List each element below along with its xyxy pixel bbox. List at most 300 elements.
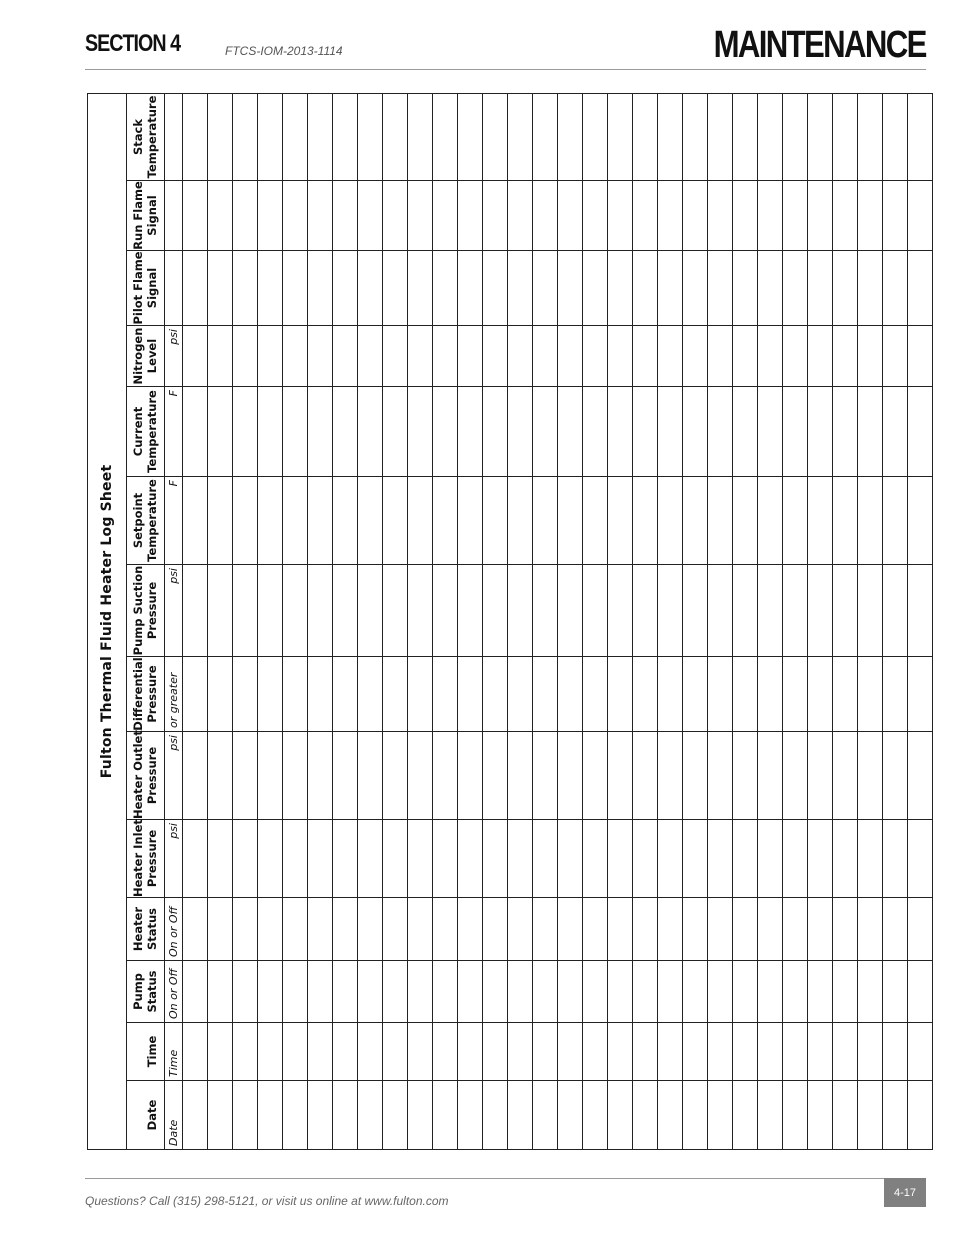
- log-entry-cell[interactable]: [908, 181, 933, 251]
- log-entry-cell[interactable]: [508, 898, 533, 961]
- log-entry-cell[interactable]: [308, 93, 333, 180]
- log-entry-cell[interactable]: [608, 565, 633, 657]
- log-entry-cell[interactable]: [533, 898, 558, 961]
- log-entry-cell[interactable]: [333, 251, 358, 326]
- log-entry-cell[interactable]: [508, 93, 533, 180]
- log-entry-cell[interactable]: [633, 181, 658, 251]
- log-entry-cell[interactable]: [283, 1023, 308, 1081]
- log-entry-cell[interactable]: [358, 565, 383, 657]
- log-entry-cell[interactable]: [533, 820, 558, 898]
- log-entry-cell[interactable]: [308, 732, 333, 820]
- log-entry-cell[interactable]: [258, 732, 283, 820]
- log-entry-cell[interactable]: [208, 477, 233, 565]
- log-entry-cell[interactable]: [208, 820, 233, 898]
- log-entry-cell[interactable]: [458, 251, 483, 326]
- log-entry-cell[interactable]: [633, 251, 658, 326]
- log-entry-cell[interactable]: [883, 657, 908, 732]
- log-entry-cell[interactable]: [633, 93, 658, 180]
- log-entry-cell[interactable]: [633, 387, 658, 477]
- log-entry-cell[interactable]: [208, 898, 233, 961]
- log-entry-cell[interactable]: [708, 961, 733, 1023]
- log-entry-cell[interactable]: [483, 1081, 508, 1150]
- log-entry-cell[interactable]: [808, 181, 833, 251]
- log-entry-cell[interactable]: [358, 1023, 383, 1081]
- log-entry-cell[interactable]: [283, 961, 308, 1023]
- log-entry-cell[interactable]: [508, 565, 533, 657]
- log-entry-cell[interactable]: [658, 326, 683, 387]
- log-entry-cell[interactable]: [908, 961, 933, 1023]
- log-entry-cell[interactable]: [383, 326, 408, 387]
- log-entry-cell[interactable]: [783, 565, 808, 657]
- log-entry-cell[interactable]: [733, 387, 758, 477]
- log-entry-cell[interactable]: [508, 732, 533, 820]
- log-entry-cell[interactable]: [258, 1023, 283, 1081]
- log-entry-cell[interactable]: [808, 93, 833, 180]
- log-entry-cell[interactable]: [508, 251, 533, 326]
- log-entry-cell[interactable]: [733, 961, 758, 1023]
- log-entry-cell[interactable]: [583, 1023, 608, 1081]
- log-entry-cell[interactable]: [558, 898, 583, 961]
- log-entry-cell[interactable]: [758, 477, 783, 565]
- log-entry-cell[interactable]: [208, 181, 233, 251]
- log-entry-cell[interactable]: [458, 1023, 483, 1081]
- log-entry-cell[interactable]: [533, 1023, 558, 1081]
- log-entry-cell[interactable]: [608, 657, 633, 732]
- log-entry-cell[interactable]: [483, 251, 508, 326]
- log-entry-cell[interactable]: [608, 1023, 633, 1081]
- log-entry-cell[interactable]: [383, 1023, 408, 1081]
- log-entry-cell[interactable]: [458, 657, 483, 732]
- log-entry-cell[interactable]: [258, 565, 283, 657]
- log-entry-cell[interactable]: [208, 732, 233, 820]
- log-entry-cell[interactable]: [908, 898, 933, 961]
- log-entry-cell[interactable]: [458, 326, 483, 387]
- log-entry-cell[interactable]: [658, 1023, 683, 1081]
- log-entry-cell[interactable]: [858, 732, 883, 820]
- log-entry-cell[interactable]: [308, 565, 333, 657]
- log-entry-cell[interactable]: [833, 251, 858, 326]
- log-entry-cell[interactable]: [308, 326, 333, 387]
- log-entry-cell[interactable]: [208, 326, 233, 387]
- log-entry-cell[interactable]: [833, 820, 858, 898]
- log-entry-cell[interactable]: [608, 732, 633, 820]
- log-entry-cell[interactable]: [308, 1023, 333, 1081]
- log-entry-cell[interactable]: [783, 387, 808, 477]
- log-entry-cell[interactable]: [558, 820, 583, 898]
- log-entry-cell[interactable]: [283, 326, 308, 387]
- log-entry-cell[interactable]: [233, 657, 258, 732]
- log-entry-cell[interactable]: [358, 732, 383, 820]
- log-entry-cell[interactable]: [308, 387, 333, 477]
- log-entry-cell[interactable]: [258, 898, 283, 961]
- log-entry-cell[interactable]: [858, 961, 883, 1023]
- log-entry-cell[interactable]: [383, 387, 408, 477]
- log-entry-cell[interactable]: [233, 181, 258, 251]
- log-entry-cell[interactable]: [758, 93, 783, 180]
- log-entry-cell[interactable]: [458, 898, 483, 961]
- log-entry-cell[interactable]: [383, 820, 408, 898]
- log-entry-cell[interactable]: [583, 326, 608, 387]
- log-entry-cell[interactable]: [808, 477, 833, 565]
- log-entry-cell[interactable]: [808, 961, 833, 1023]
- log-entry-cell[interactable]: [558, 181, 583, 251]
- log-entry-cell[interactable]: [833, 93, 858, 180]
- log-entry-cell[interactable]: [783, 326, 808, 387]
- log-entry-cell[interactable]: [583, 657, 608, 732]
- log-entry-cell[interactable]: [383, 1081, 408, 1150]
- log-entry-cell[interactable]: [258, 477, 283, 565]
- log-entry-cell[interactable]: [258, 181, 283, 251]
- log-entry-cell[interactable]: [408, 387, 433, 477]
- log-entry-cell[interactable]: [583, 181, 608, 251]
- log-entry-cell[interactable]: [458, 1081, 483, 1150]
- log-entry-cell[interactable]: [833, 657, 858, 732]
- log-entry-cell[interactable]: [208, 657, 233, 732]
- log-entry-cell[interactable]: [308, 820, 333, 898]
- log-entry-cell[interactable]: [758, 820, 783, 898]
- log-entry-cell[interactable]: [258, 1081, 283, 1150]
- log-entry-cell[interactable]: [708, 565, 733, 657]
- log-entry-cell[interactable]: [433, 326, 458, 387]
- log-entry-cell[interactable]: [683, 93, 708, 180]
- log-entry-cell[interactable]: [883, 181, 908, 251]
- log-entry-cell[interactable]: [908, 1023, 933, 1081]
- log-entry-cell[interactable]: [308, 251, 333, 326]
- log-entry-cell[interactable]: [858, 251, 883, 326]
- log-entry-cell[interactable]: [858, 326, 883, 387]
- log-entry-cell[interactable]: [183, 93, 208, 180]
- log-entry-cell[interactable]: [708, 477, 733, 565]
- log-entry-cell[interactable]: [233, 961, 258, 1023]
- log-entry-cell[interactable]: [883, 251, 908, 326]
- log-entry-cell[interactable]: [283, 93, 308, 180]
- log-entry-cell[interactable]: [708, 657, 733, 732]
- log-entry-cell[interactable]: [183, 898, 208, 961]
- log-entry-cell[interactable]: [558, 477, 583, 565]
- log-entry-cell[interactable]: [883, 732, 908, 820]
- log-entry-cell[interactable]: [433, 657, 458, 732]
- log-entry-cell[interactable]: [208, 565, 233, 657]
- log-entry-cell[interactable]: [658, 732, 683, 820]
- log-entry-cell[interactable]: [433, 565, 458, 657]
- log-entry-cell[interactable]: [358, 1081, 383, 1150]
- log-entry-cell[interactable]: [333, 657, 358, 732]
- log-entry-cell[interactable]: [358, 898, 383, 961]
- log-entry-cell[interactable]: [633, 326, 658, 387]
- log-entry-cell[interactable]: [658, 961, 683, 1023]
- log-entry-cell[interactable]: [433, 387, 458, 477]
- log-entry-cell[interactable]: [333, 181, 358, 251]
- log-entry-cell[interactable]: [658, 820, 683, 898]
- log-entry-cell[interactable]: [733, 657, 758, 732]
- log-entry-cell[interactable]: [883, 477, 908, 565]
- log-entry-cell[interactable]: [758, 565, 783, 657]
- log-entry-cell[interactable]: [383, 565, 408, 657]
- log-entry-cell[interactable]: [433, 820, 458, 898]
- log-entry-cell[interactable]: [183, 387, 208, 477]
- log-entry-cell[interactable]: [258, 326, 283, 387]
- log-entry-cell[interactable]: [783, 251, 808, 326]
- log-entry-cell[interactable]: [583, 961, 608, 1023]
- log-entry-cell[interactable]: [633, 732, 658, 820]
- log-entry-cell[interactable]: [558, 732, 583, 820]
- log-entry-cell[interactable]: [283, 251, 308, 326]
- log-entry-cell[interactable]: [683, 326, 708, 387]
- log-entry-cell[interactable]: [208, 251, 233, 326]
- log-entry-cell[interactable]: [883, 387, 908, 477]
- log-entry-cell[interactable]: [858, 1081, 883, 1150]
- log-entry-cell[interactable]: [858, 93, 883, 180]
- log-entry-cell[interactable]: [833, 1023, 858, 1081]
- log-entry-cell[interactable]: [533, 732, 558, 820]
- log-entry-cell[interactable]: [883, 565, 908, 657]
- log-entry-cell[interactable]: [758, 1023, 783, 1081]
- log-entry-cell[interactable]: [458, 93, 483, 180]
- log-entry-cell[interactable]: [733, 732, 758, 820]
- log-entry-cell[interactable]: [733, 93, 758, 180]
- log-entry-cell[interactable]: [183, 565, 208, 657]
- log-entry-cell[interactable]: [508, 387, 533, 477]
- log-entry-cell[interactable]: [333, 326, 358, 387]
- log-entry-cell[interactable]: [883, 326, 908, 387]
- log-entry-cell[interactable]: [733, 181, 758, 251]
- log-entry-cell[interactable]: [483, 732, 508, 820]
- log-entry-cell[interactable]: [483, 565, 508, 657]
- log-entry-cell[interactable]: [883, 961, 908, 1023]
- log-entry-cell[interactable]: [808, 898, 833, 961]
- log-entry-cell[interactable]: [658, 657, 683, 732]
- log-entry-cell[interactable]: [633, 657, 658, 732]
- log-entry-cell[interactable]: [308, 961, 333, 1023]
- log-entry-cell[interactable]: [758, 387, 783, 477]
- log-entry-cell[interactable]: [483, 657, 508, 732]
- log-entry-cell[interactable]: [758, 898, 783, 961]
- log-entry-cell[interactable]: [858, 181, 883, 251]
- log-entry-cell[interactable]: [608, 477, 633, 565]
- log-entry-cell[interactable]: [783, 477, 808, 565]
- log-entry-cell[interactable]: [383, 898, 408, 961]
- log-entry-cell[interactable]: [733, 820, 758, 898]
- log-entry-cell[interactable]: [808, 732, 833, 820]
- log-entry-cell[interactable]: [758, 657, 783, 732]
- log-entry-cell[interactable]: [908, 820, 933, 898]
- log-entry-cell[interactable]: [683, 251, 708, 326]
- log-entry-cell[interactable]: [683, 820, 708, 898]
- log-entry-cell[interactable]: [558, 93, 583, 180]
- log-entry-cell[interactable]: [633, 565, 658, 657]
- log-entry-cell[interactable]: [833, 898, 858, 961]
- log-entry-cell[interactable]: [608, 898, 633, 961]
- log-entry-cell[interactable]: [883, 820, 908, 898]
- log-entry-cell[interactable]: [808, 820, 833, 898]
- log-entry-cell[interactable]: [233, 1081, 258, 1150]
- log-entry-cell[interactable]: [408, 898, 433, 961]
- log-entry-cell[interactable]: [733, 1023, 758, 1081]
- log-entry-cell[interactable]: [233, 820, 258, 898]
- log-entry-cell[interactable]: [583, 387, 608, 477]
- log-entry-cell[interactable]: [908, 1081, 933, 1150]
- log-entry-cell[interactable]: [508, 477, 533, 565]
- log-entry-cell[interactable]: [558, 1023, 583, 1081]
- log-entry-cell[interactable]: [633, 820, 658, 898]
- log-entry-cell[interactable]: [233, 326, 258, 387]
- log-entry-cell[interactable]: [458, 181, 483, 251]
- log-entry-cell[interactable]: [233, 1023, 258, 1081]
- log-entry-cell[interactable]: [458, 477, 483, 565]
- log-entry-cell[interactable]: [483, 181, 508, 251]
- log-entry-cell[interactable]: [783, 820, 808, 898]
- log-entry-cell[interactable]: [583, 93, 608, 180]
- log-entry-cell[interactable]: [558, 961, 583, 1023]
- log-entry-cell[interactable]: [483, 477, 508, 565]
- log-entry-cell[interactable]: [608, 387, 633, 477]
- log-entry-cell[interactable]: [533, 657, 558, 732]
- log-entry-cell[interactable]: [508, 326, 533, 387]
- log-entry-cell[interactable]: [533, 387, 558, 477]
- log-entry-cell[interactable]: [783, 898, 808, 961]
- log-entry-cell[interactable]: [683, 732, 708, 820]
- log-entry-cell[interactable]: [708, 251, 733, 326]
- log-entry-cell[interactable]: [283, 820, 308, 898]
- log-entry-cell[interactable]: [758, 1081, 783, 1150]
- log-entry-cell[interactable]: [408, 1081, 433, 1150]
- log-entry-cell[interactable]: [908, 93, 933, 180]
- log-entry-cell[interactable]: [408, 93, 433, 180]
- log-entry-cell[interactable]: [883, 898, 908, 961]
- log-entry-cell[interactable]: [683, 181, 708, 251]
- log-entry-cell[interactable]: [808, 387, 833, 477]
- log-entry-cell[interactable]: [708, 898, 733, 961]
- log-entry-cell[interactable]: [808, 1023, 833, 1081]
- log-entry-cell[interactable]: [658, 387, 683, 477]
- log-entry-cell[interactable]: [558, 251, 583, 326]
- log-entry-cell[interactable]: [833, 732, 858, 820]
- log-entry-cell[interactable]: [908, 326, 933, 387]
- log-entry-cell[interactable]: [908, 657, 933, 732]
- log-entry-cell[interactable]: [783, 1023, 808, 1081]
- log-entry-cell[interactable]: [408, 326, 433, 387]
- log-entry-cell[interactable]: [683, 565, 708, 657]
- log-entry-cell[interactable]: [408, 477, 433, 565]
- log-entry-cell[interactable]: [683, 1081, 708, 1150]
- log-entry-cell[interactable]: [808, 565, 833, 657]
- log-entry-cell[interactable]: [583, 251, 608, 326]
- log-entry-cell[interactable]: [608, 820, 633, 898]
- log-entry-cell[interactable]: [833, 326, 858, 387]
- log-entry-cell[interactable]: [758, 251, 783, 326]
- log-entry-cell[interactable]: [283, 387, 308, 477]
- log-entry-cell[interactable]: [583, 820, 608, 898]
- log-entry-cell[interactable]: [508, 1023, 533, 1081]
- log-entry-cell[interactable]: [233, 565, 258, 657]
- log-entry-cell[interactable]: [608, 326, 633, 387]
- log-entry-cell[interactable]: [583, 477, 608, 565]
- log-entry-cell[interactable]: [758, 961, 783, 1023]
- log-entry-cell[interactable]: [708, 387, 733, 477]
- log-entry-cell[interactable]: [658, 93, 683, 180]
- log-entry-cell[interactable]: [183, 820, 208, 898]
- log-entry-cell[interactable]: [708, 326, 733, 387]
- log-entry-cell[interactable]: [433, 898, 458, 961]
- log-entry-cell[interactable]: [433, 1081, 458, 1150]
- log-entry-cell[interactable]: [533, 93, 558, 180]
- log-entry-cell[interactable]: [183, 657, 208, 732]
- log-entry-cell[interactable]: [333, 898, 358, 961]
- log-entry-cell[interactable]: [908, 477, 933, 565]
- log-entry-cell[interactable]: [358, 326, 383, 387]
- log-entry-cell[interactable]: [783, 181, 808, 251]
- log-entry-cell[interactable]: [258, 961, 283, 1023]
- log-entry-cell[interactable]: [358, 251, 383, 326]
- log-entry-cell[interactable]: [283, 477, 308, 565]
- log-entry-cell[interactable]: [858, 1023, 883, 1081]
- log-entry-cell[interactable]: [533, 565, 558, 657]
- log-entry-cell[interactable]: [358, 657, 383, 732]
- log-entry-cell[interactable]: [708, 1023, 733, 1081]
- log-entry-cell[interactable]: [408, 251, 433, 326]
- log-entry-cell[interactable]: [283, 1081, 308, 1150]
- log-entry-cell[interactable]: [433, 181, 458, 251]
- log-entry-cell[interactable]: [333, 1081, 358, 1150]
- log-entry-cell[interactable]: [408, 1023, 433, 1081]
- log-entry-cell[interactable]: [683, 387, 708, 477]
- log-entry-cell[interactable]: [858, 898, 883, 961]
- log-entry-cell[interactable]: [583, 1081, 608, 1150]
- log-entry-cell[interactable]: [558, 387, 583, 477]
- log-entry-cell[interactable]: [508, 820, 533, 898]
- log-entry-cell[interactable]: [708, 93, 733, 180]
- log-entry-cell[interactable]: [608, 251, 633, 326]
- log-entry-cell[interactable]: [808, 251, 833, 326]
- log-entry-cell[interactable]: [208, 961, 233, 1023]
- log-entry-cell[interactable]: [358, 387, 383, 477]
- log-entry-cell[interactable]: [408, 181, 433, 251]
- log-entry-cell[interactable]: [358, 820, 383, 898]
- log-entry-cell[interactable]: [458, 961, 483, 1023]
- log-entry-cell[interactable]: [783, 1081, 808, 1150]
- log-entry-cell[interactable]: [808, 657, 833, 732]
- log-entry-cell[interactable]: [308, 657, 333, 732]
- log-entry-cell[interactable]: [483, 820, 508, 898]
- log-entry-cell[interactable]: [558, 326, 583, 387]
- log-entry-cell[interactable]: [658, 251, 683, 326]
- log-entry-cell[interactable]: [833, 477, 858, 565]
- log-entry-cell[interactable]: [258, 657, 283, 732]
- log-entry-cell[interactable]: [383, 477, 408, 565]
- log-entry-cell[interactable]: [808, 326, 833, 387]
- log-entry-cell[interactable]: [608, 93, 633, 180]
- log-entry-cell[interactable]: [258, 251, 283, 326]
- log-entry-cell[interactable]: [758, 732, 783, 820]
- log-entry-cell[interactable]: [183, 251, 208, 326]
- log-entry-cell[interactable]: [583, 565, 608, 657]
- log-entry-cell[interactable]: [408, 961, 433, 1023]
- log-entry-cell[interactable]: [608, 961, 633, 1023]
- log-entry-cell[interactable]: [683, 898, 708, 961]
- log-entry-cell[interactable]: [208, 1023, 233, 1081]
- log-entry-cell[interactable]: [683, 477, 708, 565]
- log-entry-cell[interactable]: [508, 657, 533, 732]
- log-entry-cell[interactable]: [458, 732, 483, 820]
- log-entry-cell[interactable]: [458, 820, 483, 898]
- log-entry-cell[interactable]: [308, 898, 333, 961]
- log-entry-cell[interactable]: [508, 181, 533, 251]
- log-entry-cell[interactable]: [233, 93, 258, 180]
- log-entry-cell[interactable]: [833, 1081, 858, 1150]
- log-entry-cell[interactable]: [183, 181, 208, 251]
- log-entry-cell[interactable]: [283, 898, 308, 961]
- log-entry-cell[interactable]: [658, 181, 683, 251]
